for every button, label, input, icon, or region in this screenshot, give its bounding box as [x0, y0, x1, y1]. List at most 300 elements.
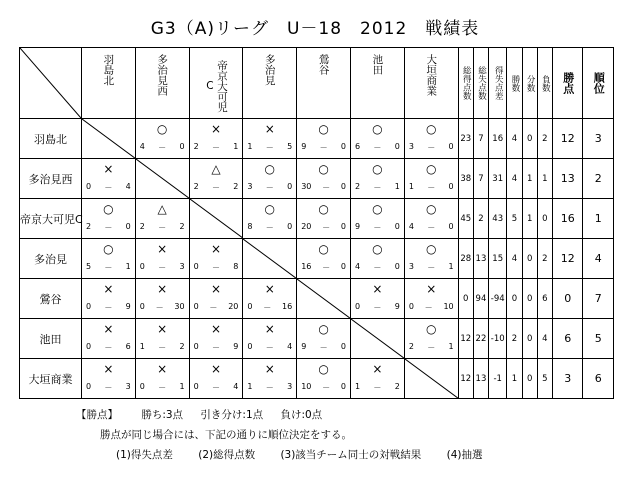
- stat-goal-diff: -1: [489, 359, 507, 399]
- match-score: [140, 222, 185, 233]
- score-for: 4: [408, 222, 414, 231]
- match-result-cell: [351, 159, 405, 199]
- score-for: 0: [139, 382, 145, 391]
- match-score: [355, 262, 400, 273]
- row-team-name: 羽島北: [20, 119, 82, 159]
- score-for: 6: [355, 142, 361, 151]
- score-against: 0: [340, 382, 346, 391]
- score-against: 0: [179, 142, 185, 151]
- match-result-cell: [297, 359, 351, 399]
- match-result-cell: [351, 359, 405, 399]
- result-mark: ○: [318, 242, 329, 256]
- stat-wins: 4: [507, 239, 522, 279]
- score-separator: －: [104, 303, 113, 312]
- result-mark: ○: [264, 162, 276, 176]
- result-mark: ×: [210, 242, 221, 256]
- points-win: 勝ち:3点: [141, 409, 184, 421]
- stat-goals-for: 28: [458, 239, 473, 279]
- score-separator: －: [373, 143, 382, 152]
- result-mark: ×: [103, 322, 114, 336]
- score-against: 3: [125, 382, 131, 391]
- score-for: 0: [139, 262, 145, 271]
- match-score: [355, 382, 400, 393]
- score-separator: －: [211, 343, 220, 352]
- score-separator: －: [158, 343, 167, 352]
- result-mark: ○: [318, 322, 329, 336]
- match-result-cell: [135, 119, 189, 159]
- stat-draws: 0: [522, 119, 537, 159]
- points-rule-head: 【勝点】: [76, 409, 118, 421]
- stat-goals-for: 12: [458, 319, 473, 359]
- match-result-cell: [404, 119, 458, 159]
- result-mark: ○: [264, 202, 276, 216]
- score-against: 5: [287, 142, 293, 151]
- stat-wins: 5: [507, 199, 522, 239]
- score-for: 3: [408, 262, 414, 271]
- score-separator: －: [158, 383, 167, 392]
- standings-table: [19, 47, 614, 399]
- stat-goals-for: 38: [458, 159, 473, 199]
- score-against: 0: [340, 262, 346, 271]
- table-row: [20, 279, 614, 319]
- score-for: 1: [139, 342, 145, 351]
- score-separator: －: [211, 263, 220, 272]
- score-against: 6: [125, 342, 131, 351]
- score-against: 0: [448, 142, 454, 151]
- match-result-cell: [81, 359, 135, 399]
- score-against: 1: [394, 182, 400, 191]
- result-mark: ○: [372, 242, 383, 256]
- result-mark: ×: [103, 162, 114, 176]
- match-score: [409, 262, 454, 273]
- col-header-team: 羽島北: [81, 48, 135, 119]
- match-result-cell: [81, 319, 135, 359]
- score-separator: －: [427, 263, 436, 272]
- criterion: (2)総得点数: [198, 449, 256, 461]
- score-separator: －: [104, 183, 113, 192]
- match-result-cell: [243, 319, 297, 359]
- score-against: 4: [233, 382, 239, 391]
- match-result-cell: [81, 279, 135, 319]
- match-score: [247, 142, 292, 153]
- table-row: [20, 159, 614, 199]
- score-separator: －: [373, 303, 382, 312]
- stat-losses: 5: [537, 359, 552, 399]
- match-score: [301, 262, 346, 273]
- score-separator: －: [263, 303, 272, 312]
- score-separator: －: [265, 383, 274, 392]
- col-header-team: 帝京大可児C: [189, 48, 243, 119]
- score-against: 0: [448, 222, 454, 231]
- score-separator: －: [265, 143, 274, 152]
- stat-goals-against: 94: [473, 279, 488, 319]
- table-row: [20, 359, 614, 399]
- result-mark: ○: [318, 162, 329, 176]
- score-against: 1: [179, 382, 185, 391]
- match-result-cell: [135, 199, 189, 239]
- match-result-cell: [243, 279, 297, 319]
- stat-points: 12: [552, 119, 582, 159]
- score-for: 0: [193, 302, 199, 311]
- stat-wins: 4: [507, 119, 522, 159]
- stat-wins: 0: [507, 279, 522, 319]
- match-score: [355, 142, 400, 153]
- match-score: [86, 182, 131, 193]
- match-result-cell: [243, 199, 297, 239]
- match-result-cell: [135, 359, 189, 399]
- result-mark: ×: [372, 362, 383, 376]
- match-result-cell: [243, 359, 297, 399]
- table-row: [20, 199, 614, 239]
- row-team-name: 鶯谷: [20, 279, 82, 319]
- score-against: 0: [340, 222, 346, 231]
- self-match-cell: [243, 239, 297, 279]
- score-against: 2: [179, 222, 185, 231]
- score-separator: －: [211, 183, 220, 192]
- result-mark: ×: [210, 322, 221, 336]
- points-loss: 負け:0点: [280, 409, 323, 421]
- stat-rank: 7: [583, 279, 614, 319]
- corner-cell: [20, 48, 82, 119]
- match-score: [86, 302, 131, 313]
- match-score: [247, 222, 292, 233]
- match-score: [140, 142, 185, 153]
- match-score: [86, 382, 131, 393]
- stat-losses: 2: [537, 119, 552, 159]
- score-against: 0: [448, 182, 454, 191]
- score-against: 2: [394, 382, 400, 391]
- score-for: 8: [247, 222, 253, 231]
- score-separator: －: [158, 143, 167, 152]
- self-match-cell: [297, 279, 351, 319]
- score-for: 20: [301, 222, 312, 231]
- score-for: 2: [355, 182, 361, 191]
- result-mark: ○: [103, 242, 114, 256]
- match-score: [247, 302, 292, 313]
- match-result-cell: [404, 239, 458, 279]
- score-against: 3: [179, 262, 185, 271]
- result-mark: ×: [264, 362, 275, 376]
- match-score: [409, 182, 454, 193]
- match-score: [140, 342, 185, 353]
- score-separator: －: [322, 263, 331, 272]
- score-for: 0: [139, 302, 145, 311]
- score-against: 3: [287, 382, 293, 391]
- score-for: 4: [139, 142, 145, 151]
- match-score: [301, 222, 346, 233]
- stat-losses: 0: [537, 199, 552, 239]
- stat-goals-for: 12: [458, 359, 473, 399]
- match-score: [409, 342, 454, 353]
- score-separator: －: [155, 303, 164, 312]
- score-against: 9: [233, 342, 239, 351]
- stat-goals-against: 7: [473, 119, 488, 159]
- match-result-cell: [189, 279, 243, 319]
- score-against: 4: [287, 342, 293, 351]
- stat-goals-against: 13: [473, 239, 488, 279]
- match-result-cell: [404, 279, 458, 319]
- stat-rank: 3: [583, 119, 614, 159]
- score-separator: －: [319, 143, 328, 152]
- result-mark: ○: [318, 202, 329, 216]
- stat-goals-against: 7: [473, 159, 488, 199]
- match-score: [409, 142, 454, 153]
- match-score: [194, 182, 239, 193]
- stat-rank: 5: [583, 319, 614, 359]
- stat-wins: 1: [507, 359, 522, 399]
- match-result-cell: [189, 319, 243, 359]
- score-separator: －: [265, 343, 274, 352]
- score-for: 5: [85, 262, 92, 271]
- col-header-losses: 負数: [537, 48, 552, 119]
- score-against: 0: [287, 222, 293, 231]
- match-score: [194, 262, 239, 273]
- points-rule: [76, 405, 483, 425]
- result-mark: ○: [156, 122, 168, 136]
- score-for: 0: [408, 302, 414, 311]
- score-separator: －: [265, 183, 274, 192]
- score-separator: －: [209, 303, 218, 312]
- col-header-team: 大垣商業: [404, 48, 458, 119]
- score-for: 1: [408, 182, 414, 191]
- score-for: 2: [139, 222, 145, 231]
- score-against: 0: [125, 222, 131, 231]
- result-mark: ×: [103, 282, 114, 296]
- match-result-cell: [135, 319, 189, 359]
- self-match-cell: [351, 319, 405, 359]
- stat-points: 3: [552, 359, 582, 399]
- result-mark: ×: [157, 322, 168, 336]
- score-against: 16: [282, 302, 293, 311]
- criterion: (4)抽選: [446, 449, 483, 461]
- result-mark: ×: [264, 282, 275, 296]
- stat-points: 6: [552, 319, 582, 359]
- match-result-cell: [297, 319, 351, 359]
- self-match-cell: [189, 199, 243, 239]
- score-against: 0: [287, 182, 293, 191]
- score-separator: －: [373, 183, 382, 192]
- result-mark: ×: [210, 362, 221, 376]
- stat-rank: 4: [583, 239, 614, 279]
- row-team-name: 多治見西: [20, 159, 82, 199]
- score-separator: －: [265, 223, 274, 232]
- match-result-cell: [243, 119, 297, 159]
- result-mark: ○: [318, 362, 329, 376]
- score-for: 30: [301, 182, 312, 191]
- stat-wins: 4: [507, 159, 522, 199]
- stat-goal-diff: -94: [489, 279, 507, 319]
- match-result-cell: [297, 119, 351, 159]
- stat-goal-diff: 15: [489, 239, 507, 279]
- stat-goal-diff: 16: [489, 119, 507, 159]
- score-against: 10: [443, 302, 454, 311]
- match-result-cell: [351, 239, 405, 279]
- score-separator: －: [427, 183, 436, 192]
- col-header-team: 多治見: [243, 48, 297, 119]
- score-against: 30: [174, 302, 185, 311]
- match-score: [86, 222, 131, 233]
- col-header-goals-for: 総得点数: [458, 48, 473, 119]
- stat-losses: 1: [537, 159, 552, 199]
- score-for: 10: [301, 382, 312, 391]
- row-team-name: 多治見: [20, 239, 82, 279]
- score-separator: －: [322, 383, 331, 392]
- col-header-goal-diff: 得失点差: [489, 48, 507, 119]
- tiebreak-note: 勝点が同じ場合には、下記の通りに順位決定をする。: [100, 429, 352, 441]
- stat-goals-against: 2: [473, 199, 488, 239]
- score-for: 9: [355, 222, 361, 231]
- match-result-cell: [351, 119, 405, 159]
- match-result-cell: [297, 239, 351, 279]
- score-for: 0: [247, 342, 253, 351]
- stat-points: 0: [552, 279, 582, 319]
- stat-losses: 4: [537, 319, 552, 359]
- score-separator: －: [104, 263, 113, 272]
- stat-goal-diff: 43: [489, 199, 507, 239]
- stat-goals-against: 13: [473, 359, 488, 399]
- result-mark: ×: [103, 362, 114, 376]
- criterion: (1)得失点差: [116, 449, 173, 461]
- result-mark: ○: [372, 202, 383, 216]
- result-mark: ×: [264, 122, 275, 136]
- stat-goals-for: 45: [458, 199, 473, 239]
- match-score: [301, 182, 346, 193]
- match-score: [301, 142, 346, 153]
- score-for: 1: [247, 382, 253, 391]
- tiebreak-criteria: [76, 445, 483, 465]
- notes: [76, 405, 483, 465]
- score-for: 2: [193, 182, 199, 191]
- stat-goals-for: 23: [458, 119, 473, 159]
- table-row: [20, 319, 614, 359]
- result-mark: ×: [210, 122, 221, 136]
- result-mark: ○: [425, 322, 437, 336]
- col-header-team: 多治見西: [135, 48, 189, 119]
- score-separator: －: [373, 223, 382, 232]
- match-result-cell: [297, 159, 351, 199]
- match-score: [247, 342, 292, 353]
- stat-losses: 2: [537, 239, 552, 279]
- match-result-cell: [351, 279, 405, 319]
- match-score: [247, 382, 292, 393]
- header-row: [20, 48, 614, 119]
- result-mark: △: [211, 162, 221, 176]
- stat-draws: 0: [522, 359, 537, 399]
- match-result-cell: [404, 159, 458, 199]
- score-for: 4: [355, 262, 361, 271]
- score-separator: －: [373, 383, 382, 392]
- match-score: [140, 302, 185, 313]
- stat-goal-diff: -10: [489, 319, 507, 359]
- col-header-draws: 分数: [522, 48, 537, 119]
- col-header-points: 勝点: [552, 48, 582, 119]
- self-match-cell: [81, 119, 135, 159]
- score-separator: －: [322, 183, 331, 192]
- stat-rank: 6: [583, 359, 614, 399]
- match-result-cell: [81, 239, 135, 279]
- result-mark: ○: [425, 202, 437, 216]
- match-score: [355, 182, 400, 193]
- stat-goals-against: 22: [473, 319, 488, 359]
- score-separator: －: [427, 223, 436, 232]
- match-result-cell: [189, 159, 243, 199]
- match-score: [140, 382, 185, 393]
- col-header-team: 池田: [351, 48, 405, 119]
- result-mark: ×: [157, 362, 168, 376]
- score-against: 0: [394, 142, 400, 151]
- score-separator: －: [424, 303, 433, 312]
- match-score: [194, 302, 239, 313]
- score-for: 1: [355, 382, 361, 391]
- score-for: 3: [408, 142, 414, 151]
- score-for: 0: [193, 382, 199, 391]
- score-for: 0: [85, 302, 92, 311]
- stat-points: 16: [552, 199, 582, 239]
- score-separator: －: [373, 263, 382, 272]
- score-for: 16: [301, 262, 312, 271]
- stat-rank: 1: [583, 199, 614, 239]
- score-for: 0: [85, 382, 92, 391]
- match-score: [409, 302, 454, 313]
- result-mark: ○: [372, 162, 383, 176]
- score-against: 1: [125, 262, 131, 271]
- match-result-cell: [297, 199, 351, 239]
- stat-losses: 6: [537, 279, 552, 319]
- score-against: 4: [125, 182, 131, 191]
- score-against: 1: [448, 262, 454, 271]
- score-for: 0: [247, 302, 253, 311]
- match-result-cell: [189, 239, 243, 279]
- criterion: (3)該当チーム同士の対戦結果: [280, 449, 422, 461]
- stat-goals-for: 0: [458, 279, 473, 319]
- score-against: 0: [394, 262, 400, 271]
- score-for: 2: [408, 342, 414, 351]
- stat-draws: 1: [522, 199, 537, 239]
- row-team-name: 大垣商業: [20, 359, 82, 399]
- result-mark: ○: [425, 162, 437, 176]
- table-row: [20, 239, 614, 279]
- result-mark: ×: [426, 282, 437, 296]
- score-for: 0: [193, 342, 199, 351]
- result-mark: ○: [425, 242, 437, 256]
- match-result-cell: [135, 279, 189, 319]
- row-team-name: 池田: [20, 319, 82, 359]
- stat-points: 13: [552, 159, 582, 199]
- score-for: 0: [355, 302, 361, 311]
- score-against: 0: [394, 222, 400, 231]
- result-mark: ×: [157, 282, 168, 296]
- result-mark: ×: [264, 322, 275, 336]
- row-team-name: 帝京大可児C: [20, 199, 82, 239]
- self-match-cell: [135, 159, 189, 199]
- score-against: 2: [233, 182, 239, 191]
- score-for: 1: [247, 142, 253, 151]
- score-against: 2: [179, 342, 185, 351]
- match-result-cell: [81, 199, 135, 239]
- stat-points: 12: [552, 239, 582, 279]
- result-mark: ○: [425, 122, 437, 136]
- stat-wins: 2: [507, 319, 522, 359]
- col-header-team: 鶯谷: [297, 48, 351, 119]
- score-for: 0: [85, 182, 92, 191]
- result-mark: ○: [318, 122, 329, 136]
- match-result-cell: [81, 159, 135, 199]
- match-score: [247, 182, 292, 193]
- match-score: [301, 342, 346, 353]
- score-against: 8: [233, 262, 239, 271]
- result-mark: ○: [103, 202, 114, 216]
- score-against: 1: [233, 142, 239, 151]
